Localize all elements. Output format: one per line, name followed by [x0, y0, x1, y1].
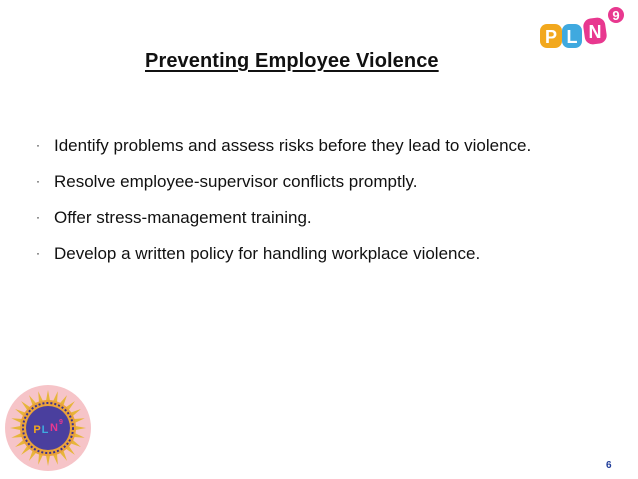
logo-digit-nine	[608, 7, 624, 23]
logo-letter-p	[540, 24, 562, 48]
logo-letter-l	[562, 24, 582, 48]
bullet-marker: ·	[36, 174, 40, 188]
bullet-text: Offer stress-management training.	[54, 208, 312, 227]
bullet-list	[36, 136, 531, 280]
seal-letter-l: L	[41, 424, 49, 436]
bullet-item	[36, 208, 531, 244]
pln9-seal-logo	[4, 384, 92, 472]
svg-text:9: 9	[612, 8, 620, 23]
bullet-item	[36, 244, 531, 280]
seal-letter-p: P	[33, 424, 41, 436]
bullet-marker: ·	[36, 138, 40, 152]
bullet-marker: ·	[36, 246, 40, 260]
svg-text:N: N	[588, 22, 602, 42]
bullet-item	[36, 172, 531, 208]
seal-digit-nine: 9	[59, 419, 63, 426]
slide-title: Preventing Employee Violence	[145, 50, 439, 72]
logo-letter-n	[582, 17, 607, 46]
bullet-marker: ·	[36, 210, 40, 224]
svg-text:L: L	[566, 27, 578, 47]
bullet-text: Resolve employee-supervisor conflicts promptly.	[54, 172, 418, 191]
pln9-logo	[538, 6, 626, 58]
bullet-text: Develop a written policy for handling workplace violence.	[54, 244, 481, 263]
bullet-text: Identify problems and assess risks before they lead to violence.	[54, 136, 532, 155]
bullet-item	[36, 136, 531, 172]
svg-text:P: P	[544, 27, 558, 47]
seal-letter-n: N	[50, 422, 58, 434]
page-number: 6	[606, 460, 612, 471]
